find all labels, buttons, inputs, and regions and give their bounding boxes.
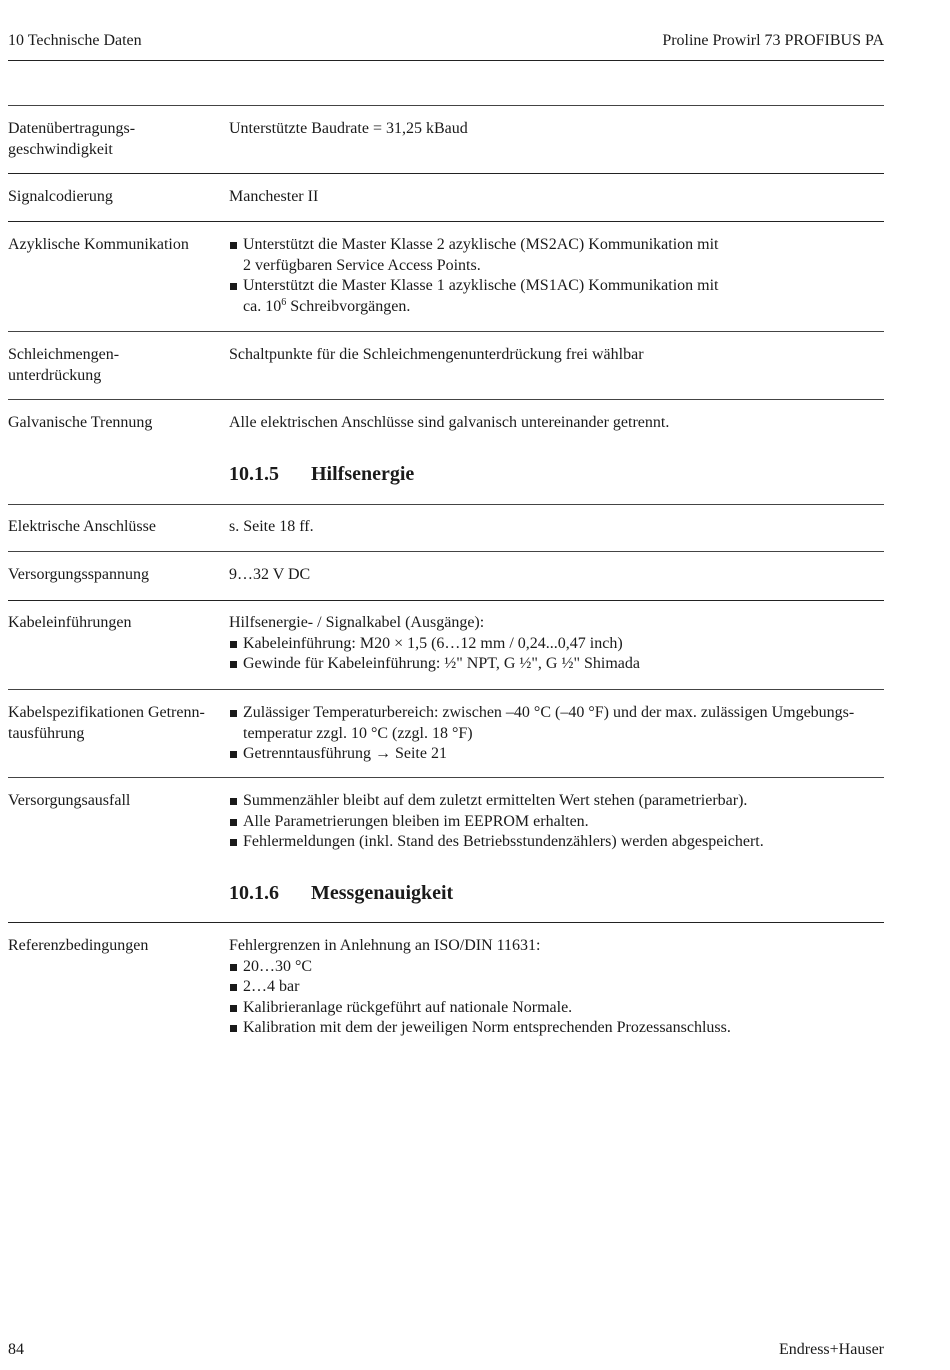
row-divider xyxy=(8,689,884,690)
bullet-item: Getrenntausführung → Seite 21 xyxy=(229,744,889,765)
label-baudrate: Datenübertragungs- geschwindigkeit xyxy=(8,120,136,158)
row-divider xyxy=(8,105,884,106)
section-heading-messgenauigkeit: 10.1.6 Messgenauigkeit xyxy=(229,882,454,904)
value-cable-entries: Hilfsenergie- / Signalkabel (Ausgänge): Kabeleinführung: M20 × 1,5 (6…12 mm / 0,24...0,47 inch) Gewinde für Kabeleinführung: ½" NPT, G ½", G ½" Shimada xyxy=(229,613,889,675)
bullet-item: Unterstützt die Master Klasse 2 azyklische (MS2AC) Kommunikation mit 2 verfügbaren Service Access Points. xyxy=(229,235,889,276)
row-divider xyxy=(8,399,884,400)
bullet-item: Kalibrieranlage rückgeführt auf nationale Normale. xyxy=(229,998,889,1019)
section-heading-hilfsenergie: 10.1.5 Hilfsenergie xyxy=(229,463,415,485)
value-signal: Manchester II xyxy=(229,188,319,205)
bullet-item: Zulässiger Temperaturbereich: zwischen –40 °C (–40 °F) und der max. zulässigen Umgebungs- temperatur zzgl. 10 °C (zzgl. 18 °F) xyxy=(229,703,889,744)
value-reference: Fehlergrenzen in Anlehnung an ISO/DIN 11631: 20…30 °C 2…4 bar Kalibrieranlage rückgeführt auf nationale Normale. Kalibration mit dem der jeweiligen Norm entsprechenden Prozessanschluss. xyxy=(229,936,889,1039)
row-divider xyxy=(8,777,884,778)
value-galvanic: Alle elektrischen Anschlüsse sind galvanisch untereinander getrennt. xyxy=(229,414,670,431)
row-divider xyxy=(8,600,884,601)
value-supply: 9…32 V DC xyxy=(229,566,311,583)
value-electrical: s. Seite 18 ff. xyxy=(229,518,314,535)
bullet-item: Fehlermeldungen (inkl. Stand des Betriebsstundenzählers) werden abgespeichert. xyxy=(229,832,889,853)
label-cable-spec: Kabelspezifikationen Getrenn- tausführung xyxy=(8,704,205,742)
bullet-item: 20…30 °C xyxy=(229,957,889,978)
row-divider xyxy=(8,922,884,923)
bullet-item: Summenzähler bleibt auf dem zuletzt ermittelten Wert stehen (parametrierbar). xyxy=(229,791,889,812)
value-baudrate: Unterstützte Baudrate = 31,25 kBaud xyxy=(229,120,468,137)
value-lowflow: Schaltpunkte für die Schleichmengenunterdrückung frei wählbar xyxy=(229,346,644,363)
bullet-item: Alle Parametrierungen bleiben im EEPROM erhalten. xyxy=(229,812,889,833)
label-reference: Referenzbedingungen xyxy=(8,937,149,954)
value-power-fail xyxy=(229,791,889,853)
bullet-item: Kabeleinführung: M20 × 1,5 (6…12 mm / 0,24...0,47 inch) xyxy=(229,634,889,655)
header-section: 10 Technische Daten xyxy=(8,32,142,49)
row-divider xyxy=(8,173,884,174)
header-rule xyxy=(8,60,884,61)
row-divider xyxy=(8,331,884,332)
brand-name: Endress+Hauser xyxy=(779,1341,884,1358)
label-galvanic: Galvanische Trennung xyxy=(8,414,153,431)
label-power-fail: Versorgungsausfall xyxy=(8,792,131,809)
label-acyclic: Azyklische Kommunikation xyxy=(8,236,189,253)
page-number: 84 xyxy=(8,1341,24,1358)
value-cable-spec xyxy=(229,703,889,765)
label-electrical: Elektrische Anschlüsse xyxy=(8,518,156,535)
label-signal: Signalcodierung xyxy=(8,188,113,205)
value-acyclic xyxy=(229,235,889,317)
bullet-item: Unterstützt die Master Klasse 1 azyklische (MS1AC) Kommunikation mit ca. $10^6$ Schreibvorgängen. xyxy=(229,276,889,317)
label-lowflow: Schleichmengen- unterdrückung xyxy=(8,346,120,384)
bullet-item: Gewinde für Kabeleinführung: ½" NPT, G ½", G ½" Shimada xyxy=(229,654,889,675)
row-divider xyxy=(8,551,884,552)
row-divider xyxy=(8,504,884,505)
bullet-item: Kalibration mit dem der jeweiligen Norm entsprechenden Prozessanschluss. xyxy=(229,1018,889,1039)
label-cable-entries: Kabeleinführungen xyxy=(8,614,132,631)
row-divider xyxy=(8,221,884,222)
label-supply: Versorgungsspannung xyxy=(8,566,150,583)
bullet-item: 2…4 bar xyxy=(229,977,889,998)
header-product: Proline Prowirl 73 PROFIBUS PA xyxy=(662,32,884,49)
